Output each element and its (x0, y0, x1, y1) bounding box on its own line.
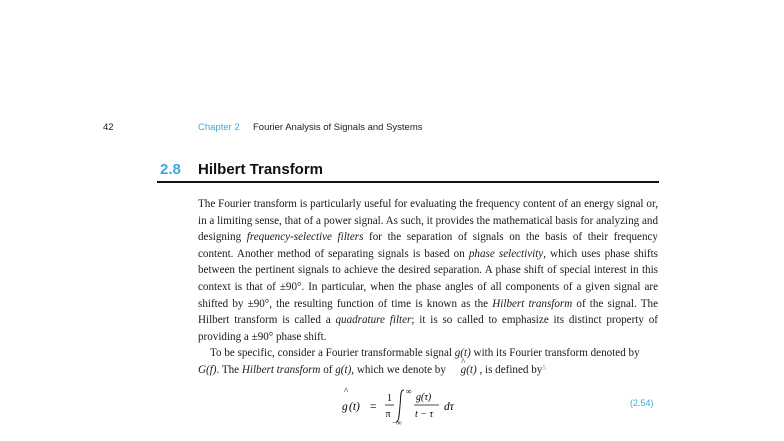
text-run: of the signal. The Hilbert transform is called a (198, 297, 658, 327)
eq-equals: = (370, 401, 377, 413)
text-run: for the separation of signals on the basis of their frequency content. Another method of separating signals is based on (198, 231, 658, 260)
text-run: ; it is so called to emphasize its distinct property of providing a ±90° phase shift. (198, 314, 658, 343)
running-header (0, 121, 784, 135)
emphasis-term: Hilbert transform (492, 297, 573, 310)
paragraph-intro (198, 196, 658, 345)
eq-integrand-den: t − τ (415, 409, 434, 420)
equation-hilbert (340, 386, 510, 426)
hat-mark: ^ (344, 386, 349, 396)
footnote-marker[interactable]: 5 (542, 363, 546, 372)
page-number: 42 (103, 122, 114, 133)
body-text (198, 196, 658, 380)
eq-int-upper: ∞ (406, 387, 412, 396)
section-number: 2.8 (160, 161, 181, 178)
emphasis-term: Hilbert transform (241, 363, 321, 376)
chapter-label: Chapter 2 (198, 122, 240, 133)
chapter-title: Fourier Analysis of Signals and Systems (253, 122, 423, 133)
eq-frac-den: π (385, 409, 391, 420)
paragraph-definition (198, 345, 658, 379)
eq-integrand-num: g(τ) (416, 392, 432, 403)
math-variable: g(t) (335, 363, 352, 376)
emphasis-term: frequency-selective filters (246, 231, 364, 244)
section-rule (157, 181, 659, 183)
math-variable: G(f) (198, 363, 217, 376)
text-run: To be specific, consider a Fourier transformable signal (210, 347, 455, 360)
eq-differential: dτ (444, 401, 454, 413)
text-run: . The (216, 363, 242, 376)
eq-lhs-symbol: g (342, 401, 348, 413)
section-title: Hilbert Transform (198, 161, 324, 178)
math-variable: (t) (466, 363, 477, 376)
text-run: with its Fourier transform denoted by (470, 347, 640, 360)
eq-lhs-arg: (t) (349, 401, 360, 413)
text-run: , which we denote by (351, 363, 449, 376)
equation-number: (2.54) (630, 398, 654, 408)
emphasis-term: phase selectivity (468, 247, 544, 260)
text-run: The Fourier transform is particularly useful for evaluating the frequency content of an energy signal or, in a limiting sense, that of a power signal. As such, it provides the mathematical basis for analyzing and designing (198, 198, 658, 244)
section-heading (0, 160, 784, 180)
eq-frac-num: 1 (387, 393, 392, 404)
math-variable: g(t) (454, 347, 471, 360)
emphasis-term: quadrature filter (335, 314, 412, 327)
text-run: , which uses phase shifts between the pertinent signals to achieve the desired separation. A phase shift of special interest in this context is that of ±90°. In particular, when the phase angles of all components of a given signal are shifted by ±90°, the resulting function of time is known as the (198, 247, 658, 310)
math-variable-hat: ^ g (449, 362, 467, 379)
text-run: , is defined by (476, 363, 543, 376)
eq-int-lower: −∞ (392, 418, 402, 426)
text-run: of (320, 363, 336, 376)
